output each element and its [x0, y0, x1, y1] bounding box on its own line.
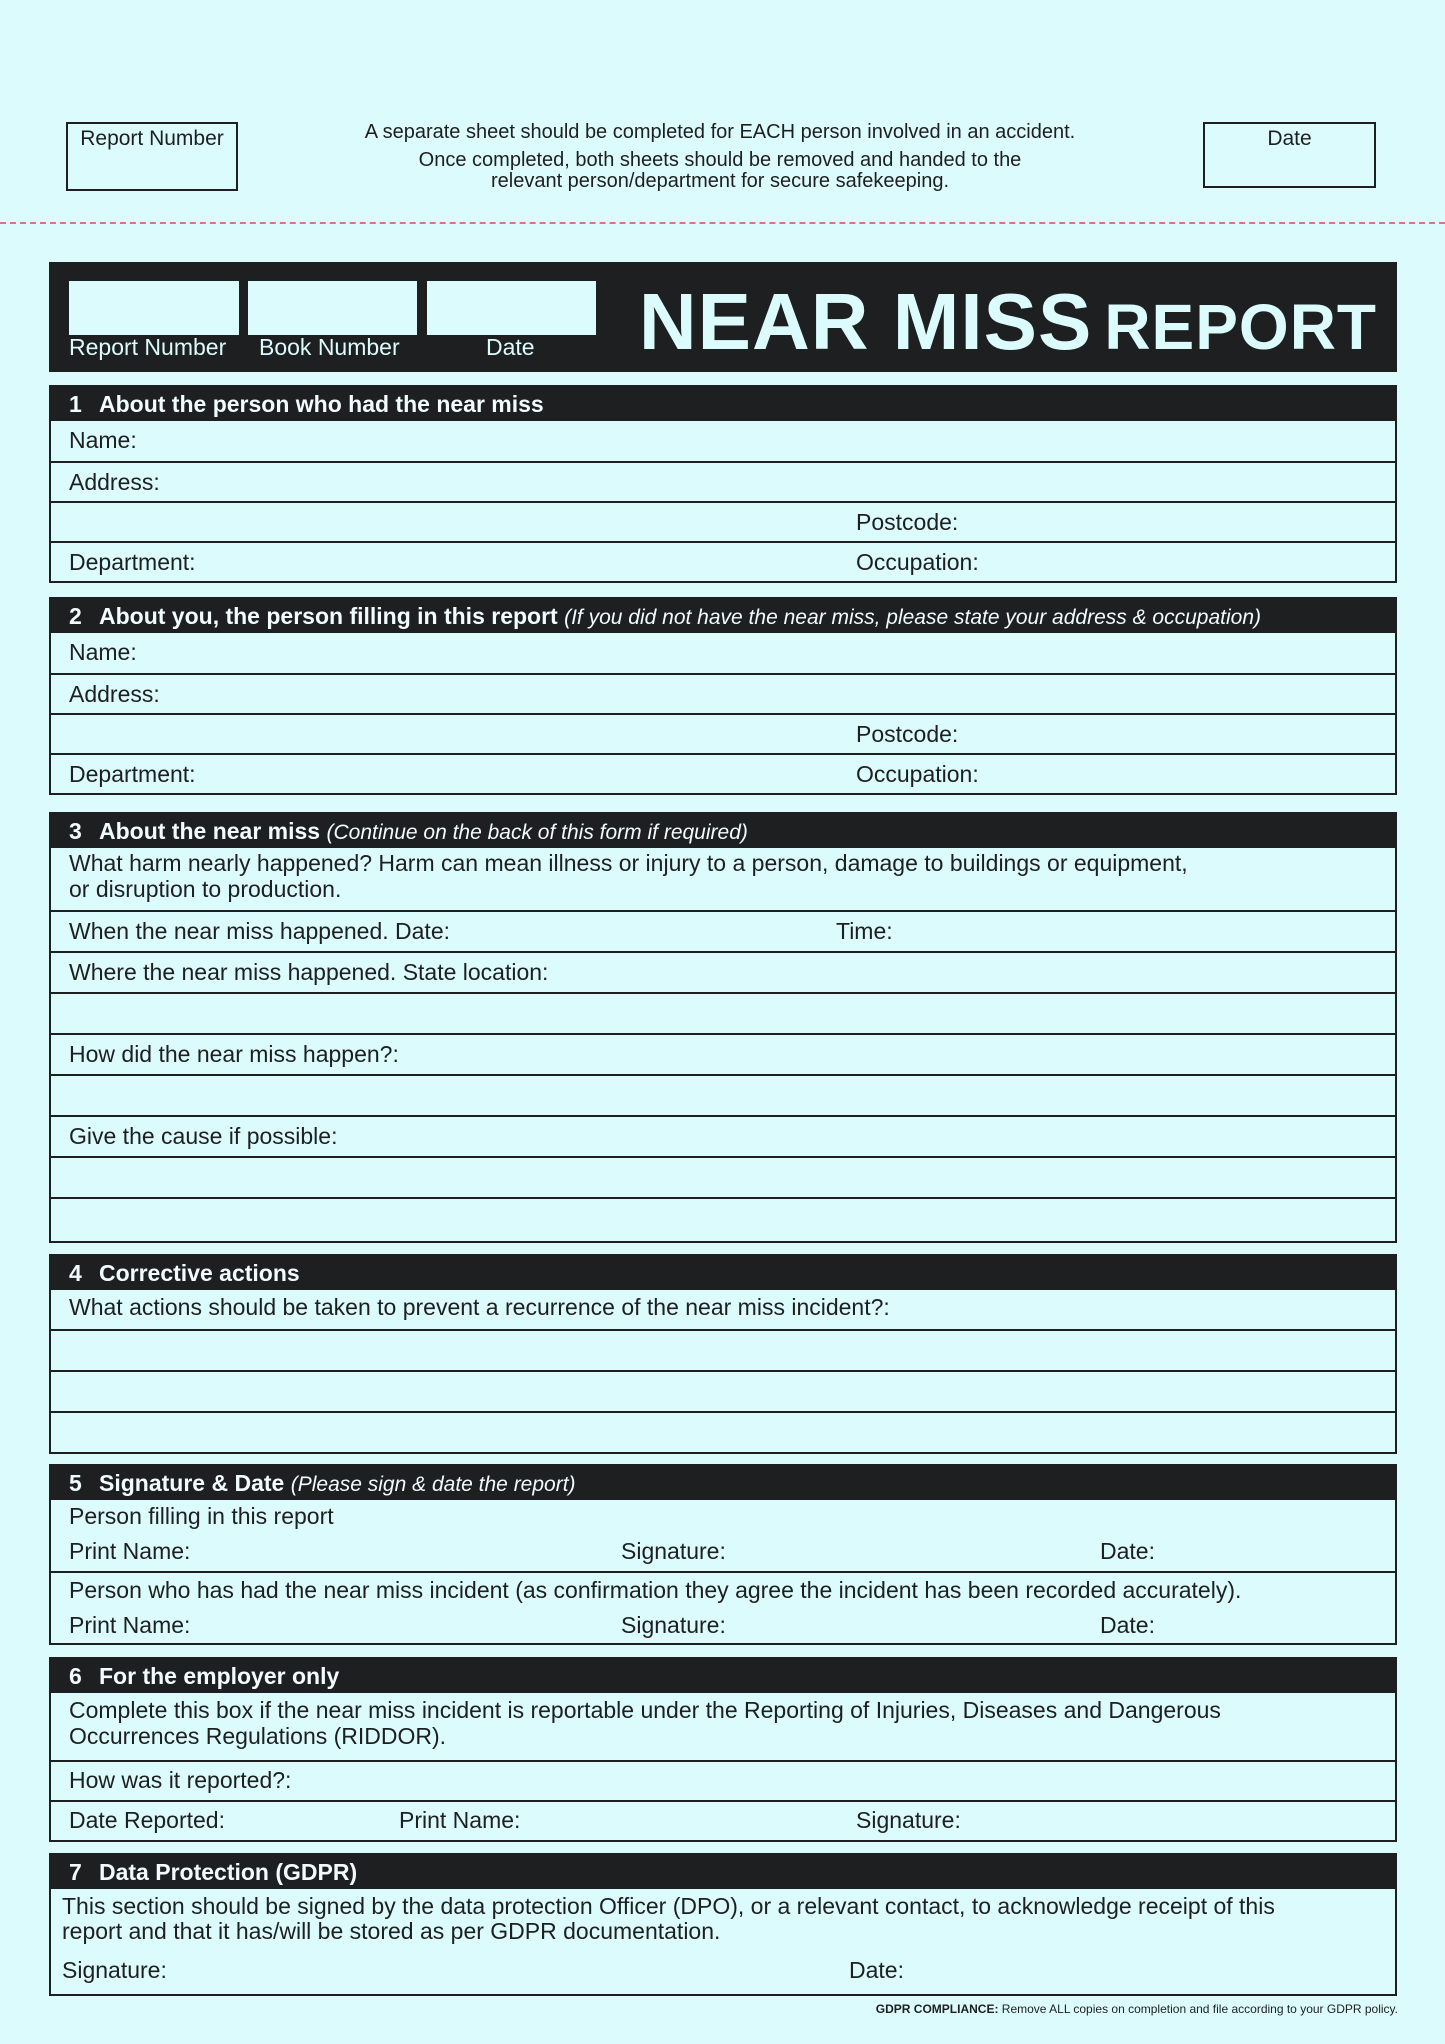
gdpr-footnote-text: Remove ALL copies on completion and file according to your GDPR policy. — [998, 2002, 1398, 2016]
section4-question-row[interactable] — [51, 1290, 1395, 1329]
section3-number: 3 — [69, 818, 82, 844]
header-report-number-label: Report Number — [69, 334, 227, 360]
section6-how-reported-label: How was it reported?: — [69, 1767, 292, 1793]
section3-header — [51, 814, 1395, 848]
section2-title: About you, the person filling in this report — [99, 603, 558, 629]
section-about-you — [49, 597, 1397, 795]
section6-line2: Occurrences Regulations (RIDDOR). — [69, 1723, 447, 1749]
section4-title: Corrective actions — [99, 1260, 300, 1286]
section7-signature-label[interactable]: Signature: — [62, 1957, 167, 1983]
section3-cause-blank-row-1[interactable] — [51, 1156, 1395, 1197]
section-data-protection — [49, 1853, 1397, 1996]
stub-date-box[interactable] — [1203, 122, 1376, 188]
section2-address-label: Address: — [69, 681, 160, 707]
section3-when-label: When the near miss happened. Date: — [69, 918, 451, 944]
section4-blank-row-2[interactable] — [51, 1370, 1395, 1411]
stub-report-number-label: Report Number — [80, 127, 224, 150]
section3-how-label: How did the near miss happen?: — [69, 1041, 399, 1067]
section5-confirm-signature[interactable]: Signature: — [621, 1612, 726, 1638]
section2-occupation-label: Occupation: — [856, 761, 979, 787]
section3-cause-row[interactable] — [51, 1115, 1395, 1156]
section1-postcode-row[interactable] — [51, 501, 1395, 541]
section3-harm-line1: What harm nearly happened? Harm can mean illness or injury to a person, damage to buildings or equipment, — [69, 850, 1188, 876]
section3-cause-label: Give the cause if possible: — [69, 1123, 338, 1149]
stub-note-line2: Once completed, both sheets should be removed and handed to the — [418, 149, 1022, 171]
header-book-number-label: Book Number — [259, 334, 400, 360]
section2-header — [51, 599, 1395, 633]
section5-note: (Please sign & date the report) — [290, 1473, 576, 1496]
page-title-regular: REPORT — [1104, 291, 1377, 363]
section5-confirm-print-name[interactable]: Print Name: — [69, 1612, 191, 1638]
section4-question-label: What actions should be taken to prevent a recurrence of the near miss incident?: — [69, 1294, 890, 1320]
section3-note: (Continue on the back of this form if required) — [326, 821, 748, 844]
section1-name-label: Name: — [69, 427, 137, 453]
section-about-near-miss — [49, 812, 1397, 1243]
section4-blank-row-3[interactable] — [51, 1411, 1395, 1452]
section5-filler-signature[interactable]: Signature: — [621, 1538, 726, 1564]
section6-how-reported-row[interactable] — [51, 1760, 1395, 1800]
section7-date-label[interactable]: Date: — [849, 1957, 904, 1983]
section6-number: 6 — [69, 1663, 82, 1689]
stub-note-line3: relevant person/department for secure safekeeping. — [490, 170, 950, 192]
section6-line1: Complete this box if the near miss incident is reportable under the Reporting of Injuries, Diseases and Dangerous — [69, 1697, 1221, 1723]
section6-date-reported-label: Date Reported: — [69, 1807, 225, 1833]
section2-number: 2 — [69, 603, 82, 629]
section4-blank-row-1[interactable] — [51, 1329, 1395, 1370]
section4-number: 4 — [69, 1260, 82, 1286]
header-date-label: Date — [486, 334, 535, 360]
section2-address-row[interactable] — [51, 673, 1395, 713]
section6-print-name-label: Print Name: — [399, 1807, 521, 1833]
gdpr-footnote-bold: GDPR COMPLIANCE: — [875, 2002, 999, 2016]
section-corrective-actions — [49, 1254, 1397, 1454]
section2-note: (If you did not have the near miss, please state your address & occupation) — [564, 606, 1261, 629]
section3-where-label: Where the near miss happened. State location: — [69, 959, 549, 985]
section3-how-blank-row[interactable] — [51, 1074, 1395, 1115]
section1-department-label: Department: — [69, 549, 196, 575]
section-employer-only — [49, 1657, 1397, 1842]
section6-header — [51, 1659, 1395, 1693]
section2-name-row[interactable] — [51, 633, 1395, 673]
section3-harm-line2: or disruption to production. — [69, 876, 342, 902]
section1-address-row[interactable] — [51, 461, 1395, 501]
section5-filler-label: Person filling in this report — [69, 1503, 334, 1529]
section6-title: For the employer only — [99, 1663, 340, 1689]
section-person-near-miss — [49, 385, 1397, 583]
header-report-number-field[interactable] — [69, 281, 239, 335]
section5-filler-block — [51, 1500, 1395, 1571]
section1-header — [51, 387, 1395, 421]
section1-title: About the person who had the near miss — [99, 391, 544, 417]
section3-cause-blank-row-2[interactable] — [51, 1197, 1395, 1241]
section7-title: Data Protection (GDPR) — [99, 1859, 358, 1885]
section5-title: Signature & Date — [99, 1470, 285, 1496]
section2-postcode-label: Postcode: — [856, 721, 959, 747]
section1-postcode-label: Postcode: — [856, 509, 959, 535]
section3-how-row[interactable] — [51, 1033, 1395, 1074]
report-header — [49, 262, 1397, 372]
section2-department-label: Department: — [69, 761, 196, 787]
section7-body — [51, 1889, 1395, 1996]
section5-number: 5 — [69, 1470, 82, 1496]
section7-line1: This section should be signed by the data protection Officer (DPO), or a relevant contact, to acknowledge receipt of this — [62, 1893, 1275, 1919]
section1-number: 1 — [69, 391, 82, 417]
section1-address-label: Address: — [69, 469, 160, 495]
section1-occupation-label: Occupation: — [856, 549, 979, 575]
section1-name-row[interactable] — [51, 421, 1395, 461]
header-book-number-field[interactable] — [248, 281, 417, 335]
stub-date-label: Date — [1267, 127, 1312, 150]
section3-where-blank-row[interactable] — [51, 992, 1395, 1033]
section2-department-row[interactable] — [51, 753, 1395, 793]
stub-report-number-box[interactable] — [66, 122, 238, 191]
section3-time-label: Time: — [836, 918, 893, 944]
perforation-line — [0, 222, 1445, 224]
section7-header — [51, 1855, 1395, 1889]
page-title — [639, 276, 1377, 368]
section3-harm-row[interactable] — [51, 848, 1395, 910]
section7-line2: report and that it has/will be stored as per GDPR documentation. — [62, 1918, 721, 1944]
section5-filler-print-name[interactable]: Print Name: — [69, 1538, 191, 1564]
section6-date-row[interactable] — [51, 1800, 1395, 1840]
section5-confirm-block — [51, 1571, 1395, 1643]
gdpr-footnote — [876, 2002, 1398, 2016]
page-title-bold: NEAR MISS — [638, 277, 1093, 366]
section3-title: About the near miss — [99, 818, 321, 844]
section5-confirm-label: Person who has had the near miss incident (as confirmation they agree the incident has been recorded accurately). — [69, 1577, 1242, 1603]
section2-name-label: Name: — [69, 639, 137, 665]
section1-department-row[interactable] — [51, 541, 1395, 581]
section5-header — [51, 1466, 1395, 1500]
section5-filler-date[interactable]: Date: — [1100, 1538, 1155, 1564]
section-signature-date — [49, 1464, 1397, 1645]
section4-header — [51, 1256, 1395, 1290]
section2-postcode-row[interactable] — [51, 713, 1395, 753]
section7-number: 7 — [69, 1859, 82, 1885]
section5-confirm-date[interactable]: Date: — [1100, 1612, 1155, 1638]
section3-when-row[interactable] — [51, 910, 1395, 951]
section6-signature-label: Signature: — [856, 1807, 961, 1833]
header-date-field[interactable] — [427, 281, 596, 335]
section3-where-row[interactable] — [51, 951, 1395, 992]
stub-note-line1: A separate sheet should be completed for EACH person involved in an accident. — [364, 121, 1076, 143]
section6-riddor-row — [51, 1693, 1395, 1760]
